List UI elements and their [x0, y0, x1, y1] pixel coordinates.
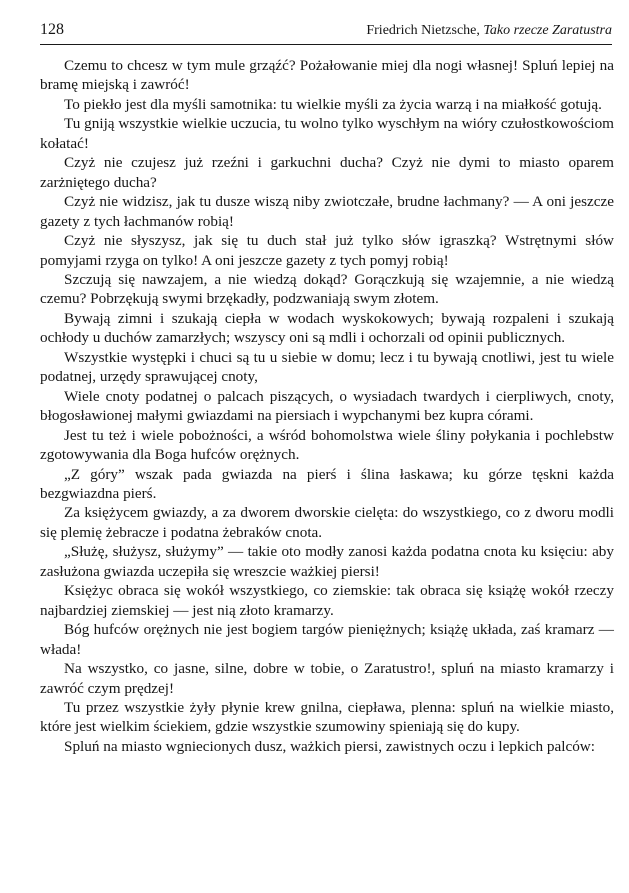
- paragraph: Tu przez wszystkie żyły płynie krew gnilna, ciepława, plenna: spluń na wielkie miasto, które jest wielkim ściekiem, gdzie wszystkie szumowiny spieniają się do kupy.: [40, 698, 614, 736]
- paragraph: Księżyc obraca się wokół wszystkiego, co ziemskie: tak obraca się książę wokół rzeczy najbardziej ziemskiej — jest nią złoto kramarzy.: [40, 582, 614, 619]
- paragraph: Tu gniją wszystkie wielkie uczucia, tu wolno tylko wyschłym na wióry czułostkowościom kołatać!: [40, 115, 614, 152]
- paragraph: Spluń na miasto wgniecionych dusz, ważkich piersi, zawistnych oczu i lepkich palców:: [64, 737, 595, 755]
- page-number: 128: [40, 21, 64, 38]
- paragraph: Wiele cnoty podatnej o palcach piszących, o wysiadach twardych i cierpliwych, cnoty, błogosławionej małymi gwiazdami na piersiach i wypchanymi bez kupra córami.: [40, 387, 614, 425]
- running-head: [366, 21, 612, 41]
- paragraph: Bóg hufców orężnych nie jest bogiem targów pieniężnych; książę układa, zaś kramarz — włada!: [40, 621, 614, 658]
- paragraph: „Służę, służysz, służymy” — takie oto modły zanosi każda podatna cnota ku księciu: aby zasłużona gwiazda uczepiła się wreszcie ważkiej piersi!: [40, 543, 614, 580]
- paragraph: To piekło jest dla myśli samotnika: tu wielkie myśli za życia warzą i na miałkość gotują.: [64, 95, 602, 113]
- paragraph: Szczują się nawzajem, a nie wiedzą dokąd? Gorączkują się wzajemnie, a nie wiedzą czemu? Pobrzękują swymi brzękadły, podzwaniają swym złotem.: [40, 270, 614, 308]
- paragraph: Czemu to chcesz w tym mule grząźć? Pożałowanie miej dla nogi własnej! Spluń lepiej na bramę miejską i zawróć!: [40, 57, 614, 94]
- paragraph: Czyż nie widzisz, jak tu dusze wiszą niby zwiotczałe, brudne łachmany? — A oni jeszcze gazety z tych łachmanów robią!: [40, 193, 614, 230]
- running-header: [40, 20, 612, 45]
- book-title: Tako rzecze Zaratustra: [483, 23, 612, 38]
- paragraph: Jest tu też i wiele pobożności, a wśród bohomolstwa wiele śliny połykania i pochlebstw zgotowywania dla Boga hufców orężnych.: [40, 426, 614, 464]
- paragraph: Czyż nie słyszysz, jak się tu duch stał już tylko słów igraszką? Wstrętnymi słów pomyjami rzyga on tylko! A oni jeszcze gazety z tych pomyj robią!: [40, 232, 614, 269]
- paragraph: Za księżycem gwiazdy, a za dworem dworskie cielęta: do wszystkiego, co z dworu modli się plemię żebracze i podatna żebraków cnota.: [40, 504, 614, 541]
- body-text: [40, 56, 614, 756]
- paragraph: Na wszystko, co jasne, silne, dobre w tobie, o Zaratustro!, spluń na miasto kramarzy i zawróć czym prędzej!: [40, 660, 614, 697]
- paragraph: Bywają zimni i szukają ciepła w wodach wyskokowych; bywają rozpaleni i szukają ochłody u duchów zamarzłych; wszyscy oni są mdli i ochorzali od opinii publicznych.: [40, 309, 614, 347]
- paragraph: Wszystkie występki i chuci są tu u siebie w domu; lecz i tu bywają cnotliwi, jest tu wiele podatnej, urzędy sprawującej cnoty,: [40, 348, 614, 386]
- paragraph: „Z góry” wszak pada gwiazda na pierś i ślina łaskawa; ku górze tęskni każda bezgwiazdna pierś.: [40, 465, 614, 502]
- paragraph: Czyż nie czujesz już rzeźni i garkuchni ducha? Czyż nie dymi to miasto oparem zarżniętego ducha?: [40, 154, 614, 191]
- author-name: Friedrich Nietzsche,: [366, 23, 480, 38]
